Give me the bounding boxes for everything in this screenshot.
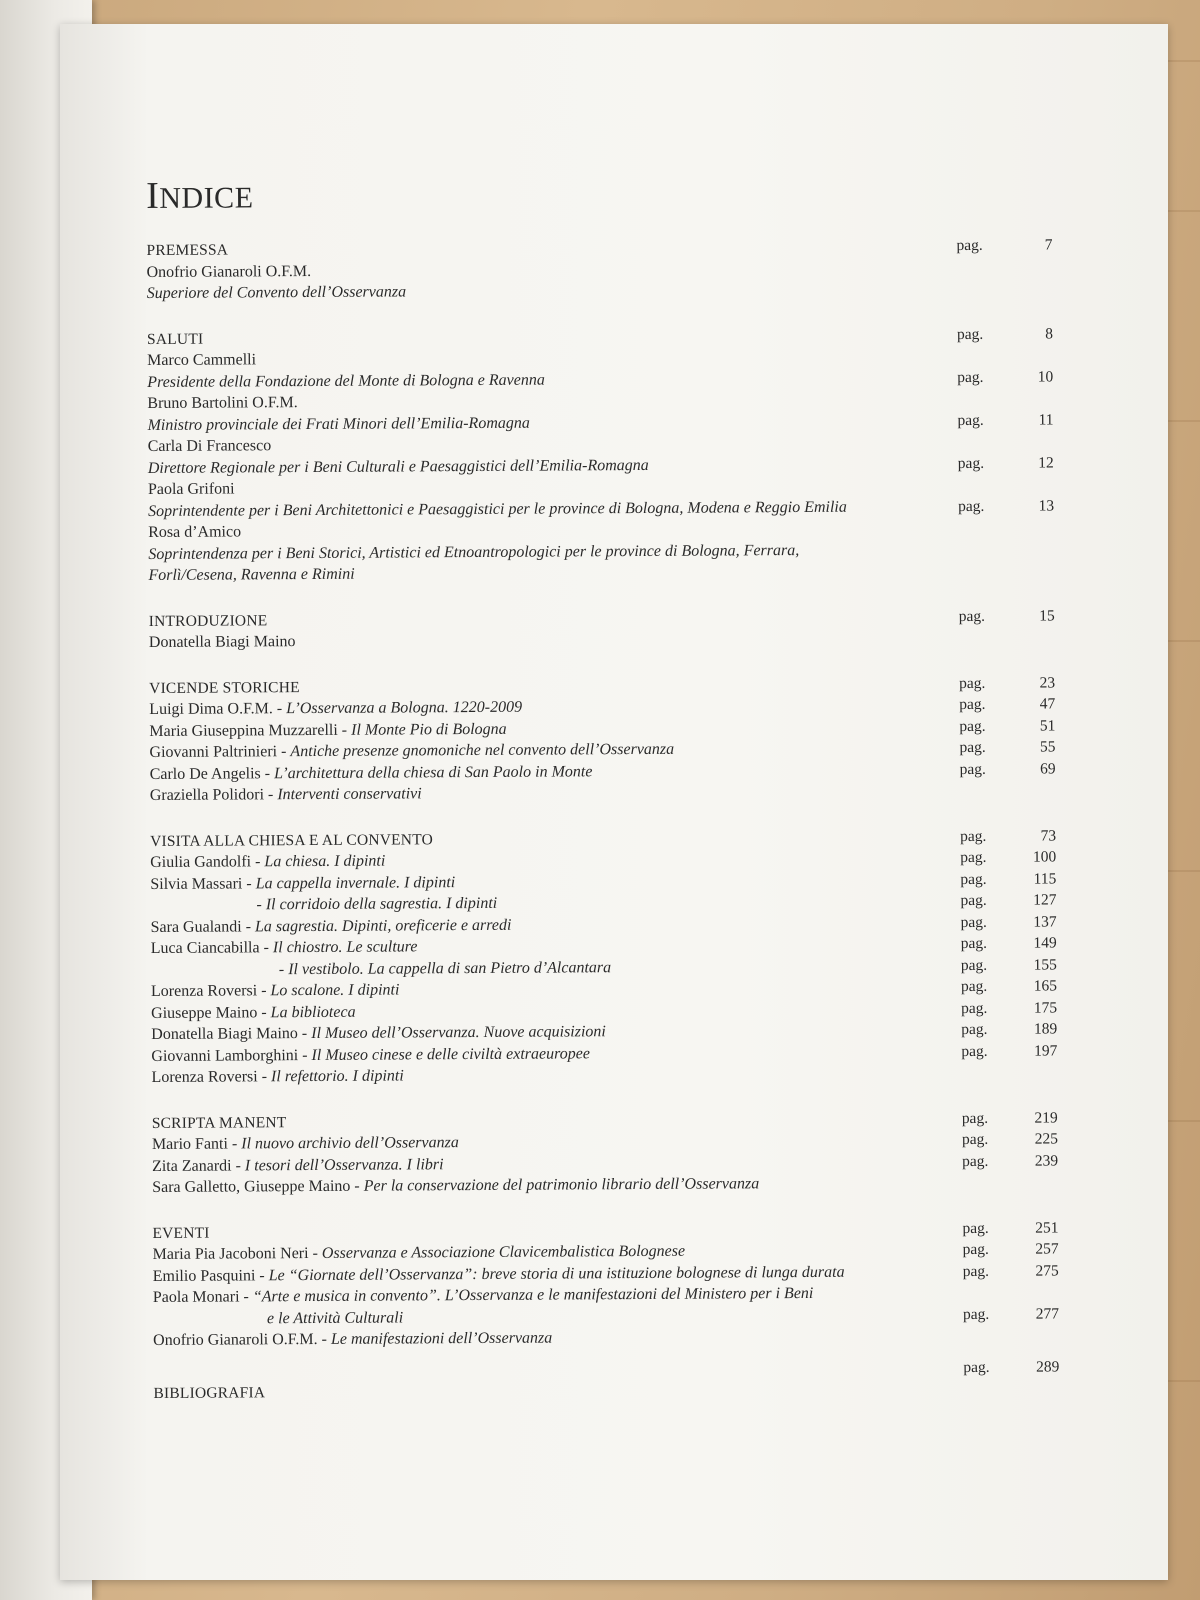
page-number: 15 [1039,606,1055,625]
toc-entry [151,1061,1081,1088]
page-number: 69 [1040,759,1056,778]
book-page [60,24,1168,1580]
section-heading: VISITA ALLA CHIESA E AL CONVENTO [150,830,433,850]
page-number: 51 [1039,716,1056,735]
essay-title: - Il vestibolo. La cappella di san Pietro d’Alcantara [278,958,612,978]
page-number: 155 [1033,955,1057,974]
essay-title: - Il corridoio della sagrestia. I dipinti [256,894,498,914]
essay-title: Il chiostro. Le sculture [272,938,418,957]
section-heading: SALUTI [146,330,204,348]
essay-title: Il refettorio. I dipinti [270,1067,404,1086]
page-ref: pag. 55 [959,736,1079,758]
page-ref: pag. 251 [962,1217,1082,1239]
section-visita [150,825,1082,1089]
essay-title: I tesori dell’Osservanza. I libri [244,1155,444,1174]
page-ref: pag. 47 [959,693,1079,715]
page-ref: pag. 115 [960,868,1080,890]
page-number: 225 [1034,1130,1058,1148]
author-name: Giovanni Lamborghini - [151,1046,312,1065]
essay-title: Le “Giornate dell’Osservanza”: breve storia di una istituzione bolognese di lunga durata [268,1263,845,1284]
author-name: Marco Cammelli [147,351,257,369]
page-ref: pag. 23 [959,672,1079,694]
page-ref: pag. 11 [957,409,1077,431]
role-row [147,277,1077,304]
essay-title: Interventi conservativi [277,785,422,804]
page-ref: pag. 15 [959,605,1079,627]
author-role: Superiore del Convento dell’Osservanza [146,283,407,302]
page-ref: pag. 12 [958,452,1078,474]
section-introduzione [149,605,1079,654]
page-number: 73 [1040,826,1057,845]
section-premessa [146,234,1076,304]
author-name: Onofrio Gianaroli O.F.M. [146,262,312,281]
page-ref: pag. 197 [961,1040,1081,1062]
essay-title: L’architettura della chiesa di San Paolo in Monte [274,762,593,782]
author-name: Luca Ciancabilla - [150,939,273,957]
essay-title: Antiche presenze gnomoniche nel convento dell’Osservanza [290,740,675,761]
page-number: 149 [1033,934,1057,952]
page-number: 175 [1033,998,1058,1017]
essay-title: L’Osservanza a Bologna. 1220-2009 [286,698,523,718]
essay-title: La chiesa. I dipinti [264,852,386,871]
page-ref: pag. 289 [963,1356,1083,1378]
essay-title: Per la conservazione del patrimonio librario dell’Osservanza [363,1175,760,1195]
author-name: Lorenza Roversi - [151,1068,272,1086]
section-heading: PREMESSA [146,241,229,259]
page-ref: pag. 219 [962,1107,1082,1129]
author-name: Emilio Pasquini - [152,1266,269,1285]
section-heading: SCRIPTA MANENT [151,1113,287,1132]
page-ref: pag. 155 [961,954,1081,976]
author-role-continued: Forlì/Cesena, Ravenna e Rimini [148,565,355,584]
page-ref: pag. 189 [961,1018,1081,1040]
essay-title: Il Monte Pio di Bologna [351,720,507,739]
author-name: Giuseppe Maino - [151,1003,271,1022]
page-number: 219 [1034,1108,1058,1127]
essay-title: Le manifestazioni dell’Osservanza [330,1329,553,1348]
author-name: Maria Pia Jacoboni Neri - [152,1244,322,1263]
section-heading: INTRODUZIONE [148,611,268,630]
essay-title: La biblioteca [270,1003,356,1021]
section-bibliografia [153,1356,1083,1405]
essay-title: Lo scalone. I dipinti [270,981,400,1000]
essay-title: Osservanza e Associazione Clavicembalistica Bolognese [321,1242,686,1262]
page-ref: pag. 10 [957,366,1077,388]
page-number: 8 [1045,324,1054,343]
table-of-contents [146,168,1084,1428]
page-ref: pag. 275 [963,1260,1083,1282]
page-number: 100 [1032,848,1057,866]
page-number: 277 [1035,1304,1060,1323]
section-heading: BIBLIOGRAFIA [153,1384,266,1402]
page-ref: pag. 175 [961,997,1081,1019]
author-name: Mario Fanti - [151,1135,242,1153]
section-vicende-storiche [149,672,1080,807]
author-name: Giulia Gandolfi - [150,853,265,871]
essay-title: “Arte e musica in convento”. L’Osservanza e le manifestazioni del Ministero per i Beni [252,1284,814,1306]
page-ref: pag. 51 [959,715,1079,737]
author-name: Onofrio Gianaroli O.F.M. - [153,1330,331,1349]
author-name: Carla Di Francesco [147,437,272,455]
author-name: Donatella Biagi Maino - [151,1025,312,1043]
author-name: Rosa d’Amico [148,523,242,541]
author-role: Presidente della Fondazione del Monte di Bologna e Ravenna [147,371,545,391]
author-name: Luigi Dima O.F.M. - [149,700,287,718]
author-row [149,626,1079,653]
section-scripta-manent [152,1107,1083,1199]
page-ref: pag. 8 [957,323,1077,345]
page-ref: pag. 13 [958,495,1078,517]
essay-title: Il nuovo archivio dell’Osservanza [241,1134,459,1153]
section-heading: EVENTI [152,1224,210,1242]
author-name: Carlo De Angelis - [149,764,275,783]
page-ref: pag. 69 [960,758,1080,780]
essay-title: Il Museo dell’Osservanza. Nuove acquisizioni [311,1023,606,1043]
section-saluti [147,323,1079,587]
page-number: 55 [1039,738,1056,756]
page-number: 7 [1044,236,1053,254]
page-ref: pag. 7 [956,234,1076,256]
essay-title-continued: e le Attività Culturali [266,1308,404,1327]
page-number: 10 [1037,367,1054,386]
page-number: 13 [1038,496,1055,515]
page-number: 165 [1033,977,1058,995]
author-name: Donatella Biagi Maino [148,633,296,651]
toc-entry [152,1171,1082,1198]
essay-title: La sagrestia. Dipinti, oreficerie e arredi [254,916,512,935]
page-number: 251 [1035,1218,1059,1237]
author-name: Paola Monari - [152,1288,253,1306]
author-role: Ministro provinciale dei Frati Minori dell’Emilia-Romagna [147,414,530,434]
role-row [148,559,1078,586]
essay-title: Il Museo cinese e delle civiltà extraeuropee [311,1044,590,1064]
toc-entry [153,1324,1083,1351]
author-name: Graziella Polidori - [149,786,278,804]
section-eventi [152,1217,1083,1352]
page-number: 115 [1033,869,1057,888]
page-ref: pag. 127 [960,889,1080,911]
author-role: Direttore Regionale per i Beni Culturali e Paesaggistici dell’Emilia-Romagna [147,456,649,477]
section-heading: VICENDE STORICHE [149,678,300,697]
page-number: 12 [1038,453,1054,472]
author-name: Lorenza Roversi - [150,982,271,1000]
page-ref: pag. 73 [960,825,1080,847]
page-number: 47 [1039,695,1056,713]
author-name: Zita Zanardi - [152,1156,245,1175]
page-ref: pag. 257 [963,1238,1083,1260]
page-ref: pag. 239 [962,1150,1082,1172]
page-ref: pag. 225 [962,1128,1082,1150]
page-number: 189 [1033,1020,1058,1038]
page-number: 23 [1039,673,1056,692]
page-number: 137 [1033,912,1057,931]
author-name: Silvia Massari - [150,874,256,893]
page-number: 197 [1034,1041,1058,1060]
page-number: 289 [1035,1357,1060,1376]
page-number: 257 [1035,1240,1059,1258]
page-ref: pag. 277 [963,1303,1083,1325]
author-role: Soprintendente per i Beni Architettonici e Paesaggistici per le province di Bologna, Modena e Reggio Emilia [148,498,847,520]
author-name: Maria Giuseppina Muzzarelli - [149,721,352,740]
toc-entry [150,779,1080,806]
page-ref: pag. 137 [961,911,1081,933]
page-ref: pag. 165 [961,975,1081,997]
author-role: Soprintendenza per i Beni Storici, Artistici ed Etnoantropologici per le province di Bologna, Ferrara, [148,541,800,563]
author-name: Giovanni Paltrinieri - [149,743,291,761]
essay-title: La cappella invernale. I dipinti [255,873,456,892]
author-name: Bruno Bartolini O.F.M. [147,394,298,412]
author-name: Sara Gualandi - [150,917,256,936]
page-number: 11 [1038,410,1054,429]
page-number: 239 [1034,1151,1059,1170]
page-title: INDICE [146,174,254,217]
author-name: Paola Grifoni [147,480,235,498]
page-number: 275 [1035,1261,1059,1280]
page-ref: pag. 149 [961,932,1081,954]
section-heading-row [153,1377,1083,1404]
page-ref: pag. 100 [960,846,1080,868]
author-name: Sara Galletto, Giuseppe Maino - [152,1177,364,1196]
page-number: 127 [1033,891,1057,909]
